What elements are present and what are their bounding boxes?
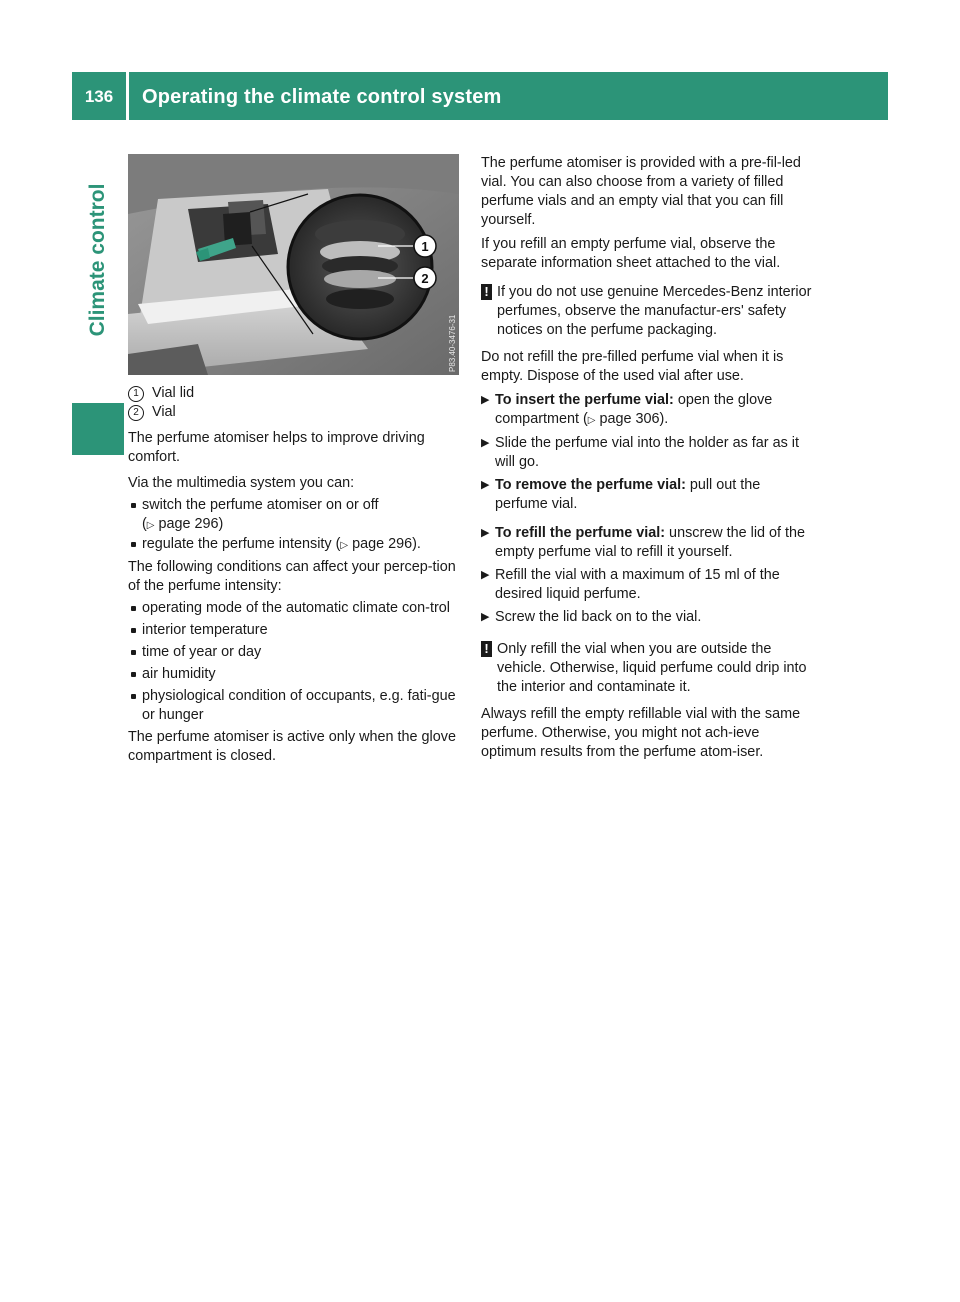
arrow-right-icon: ▶ xyxy=(481,611,490,623)
paragraph: The perfume atomiser helps to improve driving comfort. xyxy=(128,430,425,465)
legend-item-vial-lid: 1 Vial lid xyxy=(128,384,462,403)
right-column xyxy=(481,154,813,762)
left-column xyxy=(128,384,462,766)
paragraph: The following conditions can affect your percep-tion of the perfume intensity: xyxy=(128,559,456,594)
arrow-right-icon: ▶ xyxy=(481,569,490,581)
paragraph: The perfume atomiser is active only when the glove compartment is closed. xyxy=(128,729,456,764)
page-reference-link[interactable]: page 296 xyxy=(352,536,413,552)
step-item: ▶ Slide the perfume vial into the holder as far as it will go. xyxy=(481,435,799,470)
legend-number-icon: 2 xyxy=(128,405,144,421)
page-reference-link[interactable]: page 306 xyxy=(599,411,660,427)
paragraph: Do not refill the pre-filled perfume vial when it is empty. Dispose of the used vial after use. xyxy=(481,349,784,384)
side-section-label: Climate control xyxy=(86,183,109,337)
paragraph: The perfume atomiser is provided with a pre-fil-led vial. You can also choose from a variety of filled perfume vials and an empty vial that you can fill yourself. xyxy=(481,155,801,228)
header-separator xyxy=(126,72,129,120)
glove-compartment-illustration xyxy=(128,154,459,375)
arrow-right-icon: ▶ xyxy=(481,479,490,491)
arrow-right-icon: ▶ xyxy=(481,437,490,449)
arrow-right-icon: ▶ xyxy=(481,527,490,539)
list-item: time of year or day xyxy=(128,643,462,662)
list-item: regulate the perfume intensity (▷ page 296). xyxy=(128,535,462,555)
page-reference-link[interactable]: page 296 xyxy=(158,516,219,532)
arrow-right-icon: ▶ xyxy=(481,394,490,406)
side-section-marker xyxy=(72,403,124,455)
callout-1-label: 1 xyxy=(421,239,429,254)
callout-2-label: 2 xyxy=(421,271,429,286)
step-item: ▶ To remove the perfume vial: pull out the perfume vial. xyxy=(481,477,761,512)
step-item: ▶ To insert the perfume vial: open the glove compartment (▷ page 306). xyxy=(481,392,773,427)
list-item: switch the perfume atomiser on or off (▷ page 296) xyxy=(128,496,462,535)
exclamation-icon: ! xyxy=(481,284,492,300)
side-section-tab xyxy=(72,120,124,400)
paragraph: Always refill the empty refillable vial with the same perfume. Otherwise, you might not ach-ieve optimum results from the perfume atom-iser. xyxy=(481,706,801,760)
list-item: air humidity xyxy=(128,665,462,684)
step-item: ▶ Screw the lid back on to the vial. xyxy=(481,609,702,625)
warning-note: ! Only refill the vial when you are outside the vehicle. Otherwise, liquid perfume could drip into the interior and contaminate it. xyxy=(481,640,813,697)
page-title: Operating the climate control system xyxy=(142,86,502,108)
legend-item-vial: 2 Vial xyxy=(128,403,462,422)
perfume-atomiser-figure xyxy=(128,154,459,375)
list-item: physiological condition of occupants, e.g. fati-gue or hunger xyxy=(128,687,462,725)
paragraph: Via the multimedia system you can: xyxy=(128,475,355,491)
step-item: ▶ Refill the vial with a maximum of 15 ml of the desired liquid perfume. xyxy=(481,567,780,602)
paragraph: If you refill an empty perfume vial, observe the separate information sheet attached to the vial. xyxy=(481,236,781,271)
page-number: 136 xyxy=(84,87,114,106)
list-item: interior temperature xyxy=(128,621,462,640)
legend-number-icon: 1 xyxy=(128,386,144,402)
triangle-right-icon: ▷ xyxy=(340,540,349,551)
figure-code: P83.40-3476-31 xyxy=(448,314,457,372)
triangle-right-icon: ▷ xyxy=(146,520,155,531)
step-item: ▶ To refill the perfume vial: unscrew the lid of the empty perfume vial to refill it yourself. xyxy=(481,525,806,560)
exclamation-icon: ! xyxy=(481,641,492,657)
page-header xyxy=(72,72,888,120)
list-item: operating mode of the automatic climate con-trol xyxy=(128,599,462,618)
triangle-right-icon: ▷ xyxy=(587,415,596,426)
warning-note: ! If you do not use genuine Mercedes-Benz interior perfumes, observe the manufactur-ers' safety notices on the perfume packaging. xyxy=(481,283,813,340)
